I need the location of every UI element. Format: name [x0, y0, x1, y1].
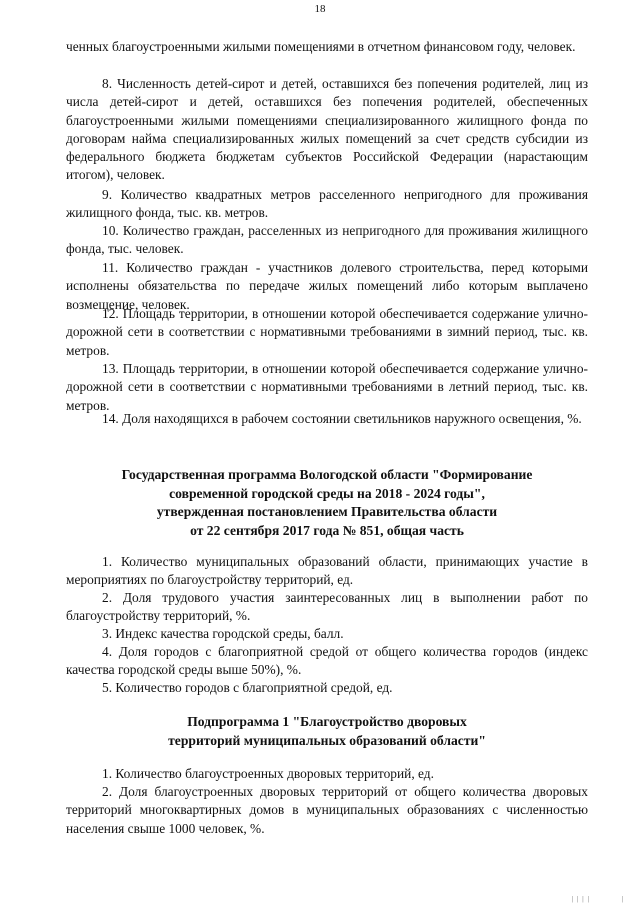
heading-line: современной городской среды на 2018 - 2024 годы",: [169, 485, 485, 501]
paragraph-item-10: 10. Количество граждан, расселенных из непригодного для проживания жилищного фонда, тыс. человек.: [66, 223, 588, 257]
paragraph-item-11: 11. Количество граждан - участников долевого строительства, перед которыми исполнены обязательства по передаче жилых помещений либо которым выплачено возмещение, человек.: [66, 260, 588, 312]
paragraph-continuation: ченных благоустроенными жилыми помещениями в отчетном финансовом году, человек.: [66, 39, 576, 54]
section2-item-2: 2. Доля благоустроенных дворовых территорий от общего количества дворовых территорий многоквартирных домов в муниципальных образованиях с численностью населения свыше 1000 человек, %.: [66, 784, 588, 836]
heading-line: территорий муниципальных образований области": [168, 732, 486, 748]
heading-line: от 22 сентября 2017 года № 851, общая часть: [190, 522, 464, 538]
paragraph-item-14: 14. Доля находящихся в рабочем состоянии светильников наружного освещения, %.: [102, 411, 582, 426]
section2-item-1: 1. Количество благоустроенных дворовых территорий, ед.: [102, 766, 434, 781]
heading-line: Подпрограмма 1 "Благоустройство дворовых: [187, 714, 467, 729]
heading-line: Государственная программа Вологодской области "Формирование: [121, 467, 533, 482]
paragraph-item-12: 12. Площадь территории, в отношении которой обеспечивается содержание улично-дорожной сети в соответствии с нормативными требованиями в зимний период, тыс. кв. метров.: [66, 306, 588, 358]
section1-item-5: 5. Количество городов с благоприятной средой, ед.: [102, 680, 393, 695]
paragraph-item-8: 8. Численность детей-сирот и детей, оставшихся без попечения родителей, лиц из числа детей-сирот и детей, оставшихся без попечения родителей, обеспеченных благоустроенными жилыми помещениями специализированного жилищного фонда по договорам найма специализированных жилых помещений за счет средств субсидии из федерального бюджета бюджетам субъектов Российской Федерации (нарастающим итогом), человек.: [66, 76, 588, 183]
section1-item-3: 3. Индекс качества городской среды, балл.: [102, 626, 344, 641]
section-heading-state-program: [66, 466, 588, 540]
scan-mark: | | | |: [572, 895, 590, 903]
section1-item-1: 1. Количество муниципальных образований области, принимающих участие в мероприятиях по благоустройству территорий, ед.: [66, 554, 588, 588]
paragraph-item-9: 9. Количество квадратных метров расселенного непригодного для проживания жилищного фонда, тыс. кв. метров.: [66, 187, 588, 221]
section1-item-2: 2. Доля трудового участия заинтересованных лиц в выполнении работ по благоустройству территорий, %.: [66, 590, 588, 624]
paragraph-item-13: 13. Площадь территории, в отношении которой обеспечивается содержание улично-дорожной сети в соответствии с нормативными требованиями в летний период, тыс. кв. метров.: [66, 361, 588, 413]
section1-item-4: 4. Доля городов с благоприятной средой от общего количества городов (индекс качества городской среды выше 50%), %.: [66, 644, 588, 678]
heading-line: утвержденная постановлением Правительства области: [156, 504, 498, 519]
page-number: 18: [314, 3, 326, 15]
section-heading-subprogram-1: [66, 713, 588, 750]
scan-mark: |: [622, 895, 625, 903]
